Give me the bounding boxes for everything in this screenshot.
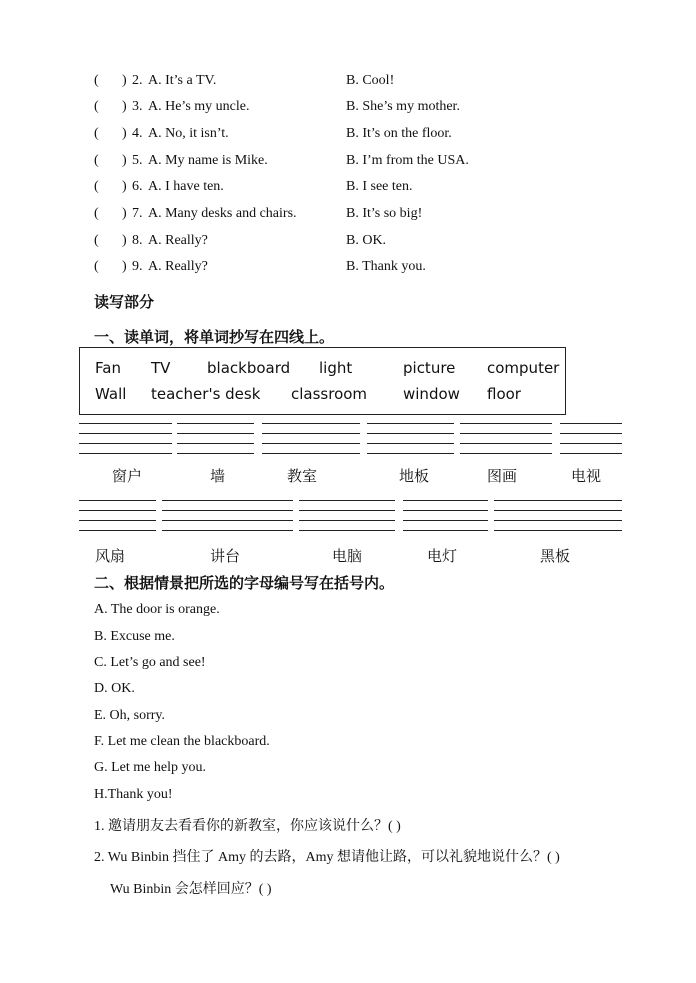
answer-paren[interactable]: ( <box>94 259 99 274</box>
answer-paren-close: ) <box>122 179 127 194</box>
option-item: C. Let’s go and see! <box>94 655 206 670</box>
answer-paren-close: ) <box>122 259 127 274</box>
option-item: H.Thank you! <box>94 787 173 802</box>
word-box <box>79 347 566 415</box>
option-a: A. Many desks and chairs. <box>148 206 297 221</box>
question-number: 9. <box>132 259 143 274</box>
option-b: B. It’s on the floor. <box>346 126 452 141</box>
cn-wall: 墙 <box>210 467 226 485</box>
four-line-writing[interactable] <box>367 423 454 453</box>
option-a: A. He’s my uncle. <box>148 99 250 114</box>
question-number: 2. <box>132 73 143 88</box>
question-number: 8. <box>132 233 143 248</box>
four-line-writing[interactable] <box>403 500 488 530</box>
cn-light: 电灯 <box>427 547 458 565</box>
answer-paren-close: ) <box>122 126 127 141</box>
word-wall: Wall <box>95 385 127 403</box>
cn-floor: 地板 <box>399 467 430 485</box>
word-classroom: classroom <box>291 385 368 403</box>
question-number: 5. <box>132 153 143 168</box>
word-fan: Fan <box>95 359 121 377</box>
four-line-writing[interactable] <box>299 500 395 530</box>
option-a: A. Really? <box>148 233 208 248</box>
word-light: light <box>319 359 353 377</box>
part2-title: 二、根据情景把所选的字母编号写在括号内。 <box>94 574 395 592</box>
option-item: A. The door is orange. <box>94 602 220 617</box>
question-number: 3. <box>132 99 143 114</box>
answer-paren[interactable]: ( <box>94 153 99 168</box>
four-line-writing[interactable] <box>262 423 360 453</box>
question-number: 7. <box>132 206 143 221</box>
four-line-writing[interactable] <box>79 500 156 530</box>
four-line-writing[interactable] <box>162 500 293 530</box>
option-a: A. My name is Mike. <box>148 153 268 168</box>
question-2-followup[interactable]: Wu Binbin 会怎样回应？( ) <box>110 882 272 897</box>
answer-paren[interactable]: ( <box>94 99 99 114</box>
answer-paren-close: ) <box>122 233 127 248</box>
option-a: A. Really? <box>148 259 208 274</box>
option-item: E. Oh, sorry. <box>94 708 166 723</box>
option-a: A. It’s a TV. <box>148 73 217 88</box>
option-item: G. Let me help you. <box>94 760 206 775</box>
answer-paren[interactable]: ( <box>94 179 99 194</box>
cn-fan: 风扇 <box>95 547 126 565</box>
answer-paren[interactable]: ( <box>94 206 99 221</box>
cn-window: 窗户 <box>112 467 143 485</box>
word-picture: picture <box>403 359 456 377</box>
option-b: B. She’s my mother. <box>346 99 460 114</box>
cn-tv: 电视 <box>571 467 602 485</box>
answer-paren[interactable]: ( <box>94 233 99 248</box>
four-line-writing[interactable] <box>460 423 552 453</box>
cn-teachers-desk: 讲台 <box>210 547 241 565</box>
cn-picture: 图画 <box>487 467 518 485</box>
word-floor: floor <box>487 385 521 403</box>
option-a: A. No, it isn’t. <box>148 126 229 141</box>
question-number: 4. <box>132 126 143 141</box>
option-item: F. Let me clean the blackboard. <box>94 734 270 749</box>
option-a: A. I have ten. <box>148 179 224 194</box>
cn-classroom: 教室 <box>287 467 318 485</box>
section-title: 读写部分 <box>94 293 155 311</box>
word-blackboard: blackboard <box>207 359 291 377</box>
word-tv: TV <box>151 359 171 377</box>
four-line-writing[interactable] <box>494 500 622 530</box>
answer-paren[interactable]: ( <box>94 73 99 88</box>
four-line-writing[interactable] <box>177 423 254 453</box>
option-b: B. Thank you. <box>346 259 426 274</box>
part1-title: 一、读单词，将单词抄写在四线上。 <box>94 328 335 346</box>
option-b: B. Cool! <box>346 73 395 88</box>
answer-paren[interactable]: ( <box>94 126 99 141</box>
option-item: B. Excuse me. <box>94 629 175 644</box>
option-b: B. I’m from the USA. <box>346 153 469 168</box>
option-b: B. OK. <box>346 233 387 248</box>
option-item: D. OK. <box>94 681 135 696</box>
answer-paren-close: ) <box>122 99 127 114</box>
four-line-writing[interactable] <box>79 423 172 453</box>
answer-paren-close: ) <box>122 153 127 168</box>
word-window: window <box>403 385 460 403</box>
question-2[interactable]: 2. Wu Binbin 挡住了 Amy 的去路，Amy 想请他让路，可以礼貌地说什么？( ) <box>94 850 560 865</box>
word-teachers-desk: teacher's desk <box>151 385 261 403</box>
option-b: B. It’s so big! <box>346 206 423 221</box>
answer-paren-close: ) <box>122 206 127 221</box>
cn-blackboard: 黑板 <box>540 547 571 565</box>
word-computer: computer <box>487 359 560 377</box>
question-1[interactable]: 1. 邀请朋友去看看你的新教室，你应该说什么？( ) <box>94 819 401 834</box>
four-line-writing[interactable] <box>560 423 622 453</box>
cn-computer: 电脑 <box>332 547 363 565</box>
option-b: B. I see ten. <box>346 179 413 194</box>
answer-paren-close: ) <box>122 73 127 88</box>
question-number: 6. <box>132 179 143 194</box>
